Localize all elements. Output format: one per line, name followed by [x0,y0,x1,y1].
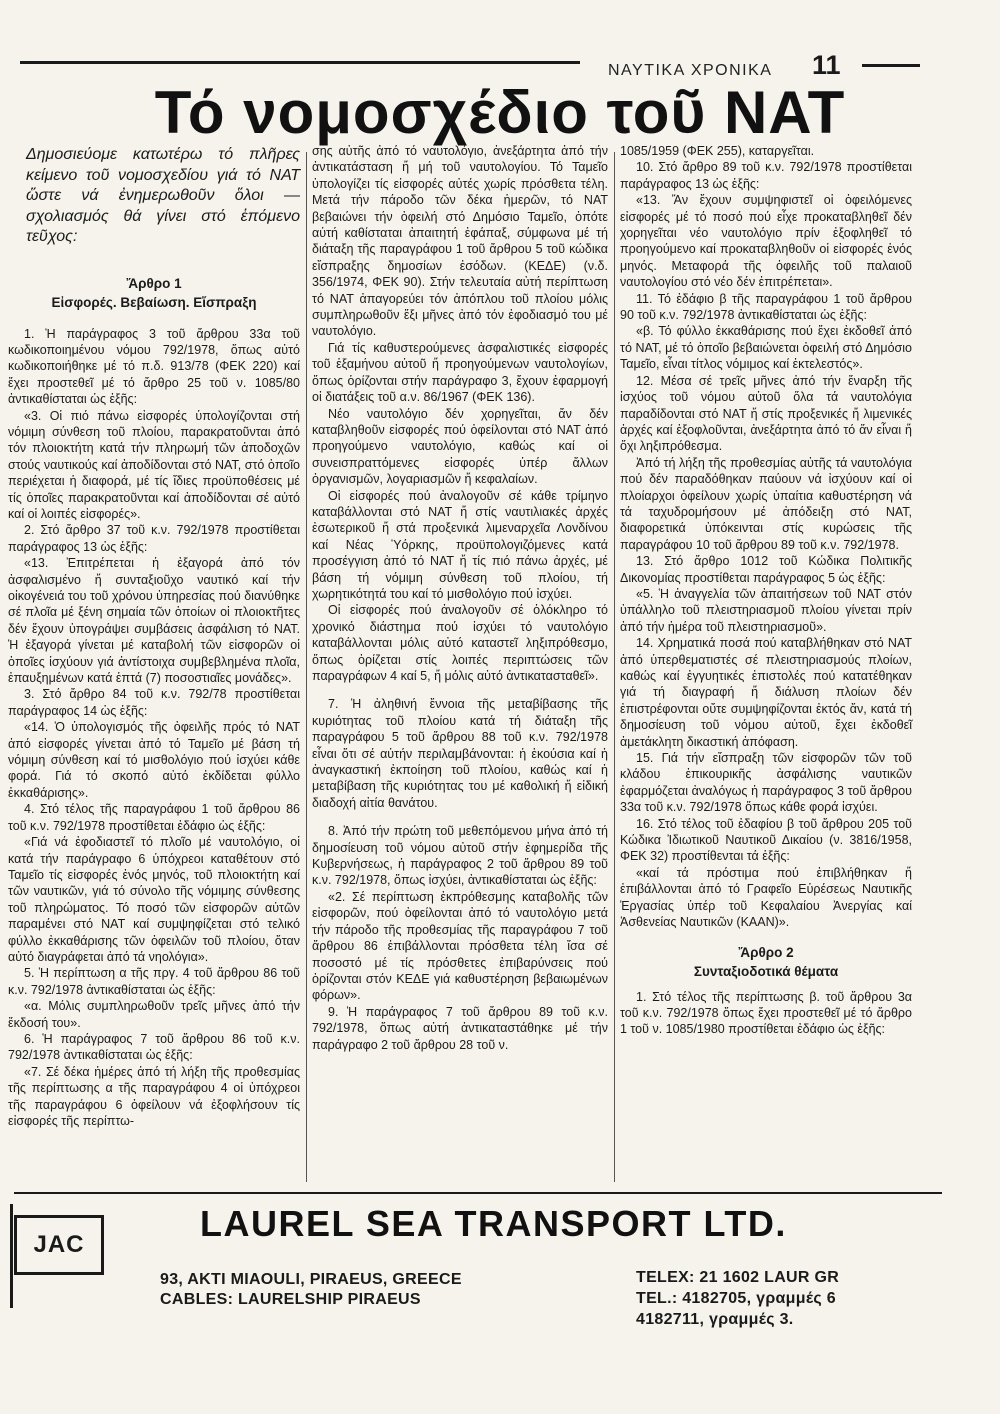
newspaper-name: ΝΑΥΤΙΚΑ ΧΡΟΝΙΚΑ [608,62,773,79]
article-1-title: Ἄρθρο 1 [126,275,182,291]
paragraph: 4. Στό τέλος τῆς παραγράφου 1 τοῦ ἄρθρου 86 τοῦ κ.ν. 792/1978 προστίθεται ἐδάφιο ὡς ἑξῆς: [8,802,300,833]
paragraph: 1. Στό τέλος τῆς περίπτωσης β. τοῦ ἄρθρου 3α τοῦ κ.ν. 792/1978 ὅπως ἔχει προστεθεῖ μέ τό ἄρθρο 1 τοῦ ν. 1085/1980 προστίθεται ἐδάφιο ὡς ἑξῆς: [620,989,912,1037]
paragraph: 1. Ἡ παράγραφος 3 τοῦ ἄρθρου 33α τοῦ κωδικοποιημένου νόμου 792/1978, ὅπως αὐτό κωδικοποιήθηκε μέ τό π.δ. 913/78 (ΦΕΚ 220) καί ἔχει προστεθεῖ μέ τό ἄρθρο 25 τοῦ ν. 1085/80 ἀντικαθίσταται ὡς ἑξῆς: [8,326,300,407]
paragraph: Νέο ναυτολόγιο δέν χορηγεῖται, ἄν δέν καταβληθοῦν εἰσφορές πού ὀφείλονται στό ΝΑΤ ἀπό προηγούμενο ναυτολόγιο, καθώς καί οἱ συνεισπραττόμενες εἰσφορές ὑπέρ ἄλλων ὀργανισμῶν, λογαριασμῶν ἤ κεφαλαίων. [312,406,608,487]
paragraph: 6. Ἡ παράγραφος 7 τοῦ ἄρθρου 86 τοῦ κ.ν. 792/1978 ἀντικαθίσταται ὡς ἑξῆς: [8,1031,300,1063]
column-divider [614,152,615,1182]
paragraph: «5. Ἡ ἀναγγελία τῶν ἀπαιτήσεων τοῦ ΝΑΤ στόν ὑπάλληλο τοῦ πλειστηριασμοῦ πλοίου γίνεται πρίν ἀπό τήν ἡμέρα τοῦ πλειστηριασμοῦ». [620,586,912,634]
paragraph: 1085/1959 (ΦΕΚ 255), καταργεῖται. [620,144,815,158]
company-address [160,1270,462,1310]
paragraph: «13. Ἄν ἔχουν συμψηφιστεῖ οἱ ὀφειλόμενες εἰσφορές μέ τό ποσό πού εἶχε προκαταβληθεῖ δέν χορηγεῖται νέο ναυτολόγιο πρίν ἐξοφληθεῖ τό προηγούμενο καί προκαταβληθοῦν οἱ εἰσφορές ἑνός μηνός. Μεταφορά τῆς ὀφειλῆς τοῦ παλαιοῦ ναυτολογίου στό νέο δέν ἐπιτρέπεται». [620,193,912,290]
paragraph: 7. Ἡ ἀληθινή ἔννοια τῆς μεταβίβασης τῆς κυριότητας τοῦ πλοίου κατά τή διάταξη τῆς παραγράφου 5 τοῦ ἄρθρου 88 τοῦ κ.ν. 792/1978 εἶναι ὅτι σέ αὐτήν περιλαμβάνονται: ἡ ἑκούσια καί ἡ ἀναγκαστική ἐκποίηση τοῦ πλοίου, καθώς καί ἡ μεταβίβαση τῆς κυριότητας του μέ καθολική ἤ εἰδική διαδοχή αἰτία θανάτου. [312,697,608,810]
paragraph: «13. Ἐπιτρέπεται ἡ ἐξαγορά ἀπό τόν ἀσφαλισμένο ἤ συνταξιοῦχο ναυτικό καί τήν οἰκογένειά του τοῦ χρόνου ὑπηρεσίας πού διανύθηκε σέ πλοῖα μέ ξένη σημαία τῶν ὁποίων οἱ πλοιοκτῆτες δέν ἔχουν ὑπογράψει συμβάσεις ἀσφάλιση τό ΝΑΤ. Ἡ ἐξαγορά γίνεται μέ καταβολή τῶν εἰσφορῶν οἱ ὁποῖες ἰσχύουν γιά ἀντίστοιχα συμβεβλημένα πλοῖα, ἐπαυξημένων κατά ἑπτά (7) ποσοστιαῖες μονάδες». [8,556,300,686]
paragraph: «β. Τό φύλλο ἐκκαθάρισης πού ἔχει ἐκδοθεῖ ἀπό τό ΝΑΤ, μέ τό ὁποῖο βεβαιώνεται ὀφειλή στό Δημόσιο Ταμεῖο, εἶναι τίτλος νόμιμος καί ἐκτελεστός». [620,324,912,372]
article-column-2 [312,143,608,1053]
article-2-subtitle: Συνταξιοδοτικά θέματα [693,963,839,979]
tel-line: TEL.: 4182705, γραμμές 6 [636,1290,836,1307]
article-column-1 [8,145,300,1129]
paragraph: 9. Ἡ παράγραφος 7 τοῦ ἄρθρου 89 τοῦ κ.ν. 792/1978, ὅπως αὐτή ἀντικαταστάθηκε μέ τήν παράγραφο 2 τοῦ ἄρθρου 28 τοῦ ν. [312,1004,608,1052]
paragraph: 10. Στό ἄρθρο 89 τοῦ κ.ν. 792/1978 προστίθεται παράγραφος 13 ὡς ἑξῆς: [620,160,912,191]
paragraph: 8. Ἀπό τήν πρώτη τοῦ μεθεπόμενου μήνα ἀπό τή δημοσίευση τοῦ νόμου αὐτοῦ στήν ἐφημερίδα τῆς Κυβερνήσεως, ἡ παράγραφος 2 τοῦ ἄρθρου 89 τοῦ κ.ν. 792/1978, ὅπως ἰσχύει, ἀντικαθίσταται ὡς ἑξῆς: [312,824,608,888]
paragraph: σης αὐτῆς ἀπό τό ναυτολόγιο, ἀνεξάρτητα ἀπό τήν ἀντικατάσταση ἤ μή τοῦ ναυτολογίου. Τό Ταμεῖο ὑπολογίζει τίς εἰσφορές αὐτές χωρίς πρόσθετα τέλη. Μετά τήν πάροδο τῶν δέκα ἡμερῶν, τό ΝΑΤ βεβαιώνει τήν ὀφειλή στό Δημόσιο Ταμεῖο, ὁπότε αὐτή καθίσταται ἀπαιτητή ἐφάπαξ, σύμφωνα μέ τή διάταξη τῆς παραγράφου 1 τοῦ ἄρθρου 5 τοῦ κώδικα εἴσπραξης δημοσίων ἐσόδων. (ΚΕΔΕ) (ν.δ. 356/1974, ΦΕΚ 90). Στήν τελευταία αὐτή περίπτωση τό ΝΑΤ ἀπαγορεύει τόν ἀπόπλου τοῦ πλοίου μόλις συμπληρωθοῦν ἕξι μῆνες ἀπό τόν ἐφοδιασμό του μέ ναυτολόγιο. [312,144,608,339]
paragraph: 11. Τό ἐδάφιο β τῆς παραγράφου 1 τοῦ ἄρθρου 90 τοῦ κ.ν. 792/1978 ἀντικαθίσταται ὡς ἑξῆς: [620,291,912,323]
article-2-title: Ἄρθρο 2 [738,944,794,960]
paragraph: «2. Σέ περίπτωση ἐκπρόθεσμης καταβολῆς τῶν εἰσφορῶν, πού ὀφείλονται ἀπό τό ναυτολόγιο μετά τήν πάροδο τῆς προθεσμίας τῆς παραγράφου 7 τοῦ ἄρθρου 86 ἐπιβάλλονται πρόσθετα τέλη ἴσα σέ ποσοστό μέ τίς πρόσθετες ἐπιβαρύνσεις πού ὁρίζονται στόν ΚΕΔΕ γιά καθυστέρηση βεβαιωμένων φόρων». [312,889,608,1003]
paragraph: Οἱ εἰσφορές πού ἀναλογοῦν σέ ὁλόκληρο τό χρονικό διάστημα πού ἰσχύει τό ναυτολόγιο καταβάλλονται μόλις αὐτό καταστεῖ ληξιπρόθεσμο, ὅπως ὁρίζεται στίς λοιπές περιπτώσεις τῶν παραγράφων 4 καί 5, ἤ μόλις αὐτό ἀντικατασταθεῖ». [312,603,608,683]
paragraph: «7. Σέ δέκα ἡμέρες ἀπό τή λήξη τῆς προθεσμίας τῆς περίπτωσης α τῆς παραγράφου 4 οἱ ὑπόχρεοι τῆς παραγράφου 6 ὀφείλουν νά ἐξοφλήσουν τίς εἰσφορές τῆς περίπτω- [8,1064,300,1128]
address-line: 93, AKTI MIAOULI, PIRAEUS, GREECE [160,1271,462,1288]
paragraph: «3. Οἱ πιό πάνω εἰσφορές ὑπολογίζονται στή νόμιμη σύνθεση τοῦ πλοίου, παρακρατοῦνται ἀπό τόν πλοιοκτήτη κατά τήν πληρωμή τῶν ἀποδοχῶν στούς ναυτικούς καί ἀποδίδονται στό ΝΑΤ, στό ὁποῖο περιέχεται ἡ διαφορά, μέ τίς ἴδιες προϋποθέσεις μέ τίς ὁποῖες παρακρατοῦνται καί ἀποδίδονται σέ αὐτό καί οἱ λοιπές εἰσφορές». [8,408,300,521]
paragraph: 16. Στό τέλος τοῦ ἐδαφίου β τοῦ ἄρθρου 205 τοῦ Κώδικα Ἰδιωτικοῦ Ναυτικοῦ Δικαίου (ν. 3816/1958, ΦΕΚ 32) προστίθενται τά ἑξῆς: [620,816,912,864]
paragraph: 15. Γιά τήν εἴσπραξη τῶν εἰσφορῶν τῶν τοῦ κλάδου ἐπικουρικῆς ἀσφάλισης ναυτικῶν ἐφαρμόζεται ἀναλόγως ἡ παράγραφος 3 τοῦ ἄρθρου 33α τοῦ κ.ν. 792/1978 ὅπως κάθε φορά ἰσχύει. [620,751,912,815]
company-name: LAUREL SEA TRANSPORT LTD. [200,1203,787,1244]
article-column-3 [620,143,912,1038]
paragraph: «Γιά νά ἐφοδιαστεῖ τό πλοῖο μέ ναυτολόγιο, οἱ κατά τήν παράγραφο 6 ὑπόχρεοι καταθέτουν στό Ταμεῖο τίς εἰσφορές ἑνός μηνός, τοῦ πλοιοκτήτη καί τῶν ναυτικῶν, γιά τό σύνολο τῆς νόμιμης σύνθεσης τοῦ πληρώματος. Τό ποσό τῶν εἰσφορῶν αὐτῶν παραμένει στό ΝΑΤ καί συμψηφίζεται στό τελικό φύλλο ἐκκαθάρισης τῶν ὀφειλῶν τοῦ πλοίου, ὅταν αὐτό διαγράφεται ἀπό τά νηολόγια». [8,835,300,964]
page-number: 11 [812,50,841,80]
header-rule-right [862,64,920,67]
header-rule-left [20,61,580,64]
paragraph: 12. Μέσα σέ τρεῖς μῆνες ἀπό τήν ἔναρξη τῆς ἰσχύος τοῦ νόμου αὐτοῦ ὅλα τά ναυτολόγια παραδίδονται στό ΝΑΤ ἤ στίς προξενικές ἤ λιμενικές ἀρχές καί ἐξοφλοῦνται, ἀνεξάρτητα ἀπό τό ἄν εἶναι ἤ ὄχι ληξιπρόθεσμα. [620,373,912,454]
cables-line: CABLES: LAURELSHIP PIRAEUS [160,1291,421,1308]
paragraph: 5. Ἡ περίπτωση α τῆς πργ. 4 τοῦ ἄρθρου 86 τοῦ κ.ν. 792/1978 ἀντικαθίσταται ὡς ἑξῆς: [8,966,300,997]
paragraph: «14. Ὁ ὑπολογισμός τῆς ὀφειλῆς πρός τό ΝΑΤ ἀπό εἰσφορές γίνεται ἀπό τό Ταμεῖο μέ βάση τή νόμιμη σύνθεση καί τό μισθολόγιο πού ἰσχύει κάθε φορά. Γιά τό σκοπό αὐτό ἐκδίδεται φύλλο ἐκκαθάρισης». [8,720,300,800]
footer-rule [14,1192,942,1194]
headline: Τό νομοσχέδιο τοῦ ΝΑΤ [154,79,846,146]
paragraph: Γιά τίς καθυστερούμενες ἀσφαλιστικές εἰσφορές τοῦ ἑξαμήνου αὐτοῦ ἤ προηγούμενων ναυτολογίων, ὅπως ὁρίζονται στήν παράγραφο 3, ἔχουν ἐφαρμογή οἱ διατάξεις τοῦ α.ν. 86/1967 (ΦΕΚ 136). [312,340,608,405]
telex-line: TELEX: 21 1602 LAUR GR [636,1269,840,1286]
paragraph: Οἱ εἰσφορές πού ἀναλογοῦν σέ κάθε τρίμηνο καταβάλλονται στό ΝΑΤ ἤ στίς ναυτιλιακές ἀρχές ἐσωτερικοῦ ἤ στά προξενικά λιμεναρχεῖα Λονδίνου καί Νέας Ὑόρκης, προϋπολογιζόμενες κατά προσέγγιση ἀπό τό ΝΑΤ ἤ τίς πιό πάνω ἀρχές, μέ βάση τή νόμιμη σύνθεση τοῦ πλοίου, τή χωρητικότητά του καί τό μισθολόγιο πού ἰσχύει. [312,488,608,601]
intro-text: Δημοσιεύομε κατωτέρω τό πλῆρες κείμενο τοῦ νομοσχεδίου γιά τό ΝΑΤ ὥστε νά ἐνημερωθοῦν ὅλοι — σχολιασμός θά γίνει στό ἑπόμενο τεῦχος: [26,146,300,245]
column-divider [306,152,307,1182]
paragraph: «α. Μόλις συμπληρωθοῦν τρεῖς μῆνες ἀπό τήν ἔκδοσή του». [8,999,300,1030]
paragraph: 14. Χρηματικά ποσά πού καταβλήθηκαν στό ΝΑΤ ἀπό ὑπερθεματιστές σέ πλειστηριασμούς πλοίων, καθώς καί ἐγγυητικές ἐπιστολές πού κατατέθηκαν γιά τή διαγραφή ἤ διάλυση πλοίων δέν ἐπιστρέφονται οὔτε συμψηφίζονται ἐκτός ἄν, κατά τή δημοσίευση τοῦ νόμου αὐτοῦ, ἔχει ἐκδοθεῖ ἀμετάκλητη δικαστική ἀπόφαση. [620,636,912,749]
paragraph: Ἀπό τή λήξη τῆς προθεσμίας αὐτῆς τά ναυτολόγια πού δέν παραδόθηκαν παύουν νά ἰσχύουν καί οἱ πλοίαρχοι ὀφείλουν χωρίς ὑπαίτια καθυστέρηση νά τά ταχυδρομήσουν μέ ἀπόδειξη στό ΝΑΤ, διαφορετικά ὑπόκεινται στίς κυρώσεις τῆς παραγράφου 10 τοῦ ἄρθρου 89 τοῦ κ.ν. 792/1978. [620,455,912,552]
company-logo [14,1215,104,1275]
paragraph: 13. Στό ἄρθρο 1012 τοῦ Κώδικα Πολιτικῆς Δικονομίας προστίθεται παράγραφος 5 ὡς ἑξῆς: [620,554,912,585]
paragraph: «καί τά πρόστιμα πού ἐπιβλήθηκαν ἤ ἐπιβάλλονται ἀπό τό Γραφεῖο Εὑρέσεως Ναυτικῆς Ἐργασίας ὑπέρ τοῦ Κεφαλαίου Ἀνεργίας καί Ἀσθενείας Ναυτικῶν (ΚΑΑΝ)». [620,865,912,930]
flag-pole [10,1204,13,1308]
company-contacts [636,1267,839,1330]
paragraph: 3. Στό ἄρθρο 84 τοῦ κ.ν. 792/78 προστίθεται παράγραφος 14 ὡς ἑξῆς: [8,687,300,718]
paragraph: 2. Στό ἄρθρο 37 τοῦ κ.ν. 792/1978 προστίθεται παράγραφος 13 ὡς ἑξῆς: [8,523,300,554]
tel-line: 4182711, γραμμές 3. [636,1311,794,1328]
logo-text: JAC [33,1231,85,1258]
article-1-subtitle: Εἰσφορές. Βεβαίωση. Εἴσπραξη [51,294,257,310]
